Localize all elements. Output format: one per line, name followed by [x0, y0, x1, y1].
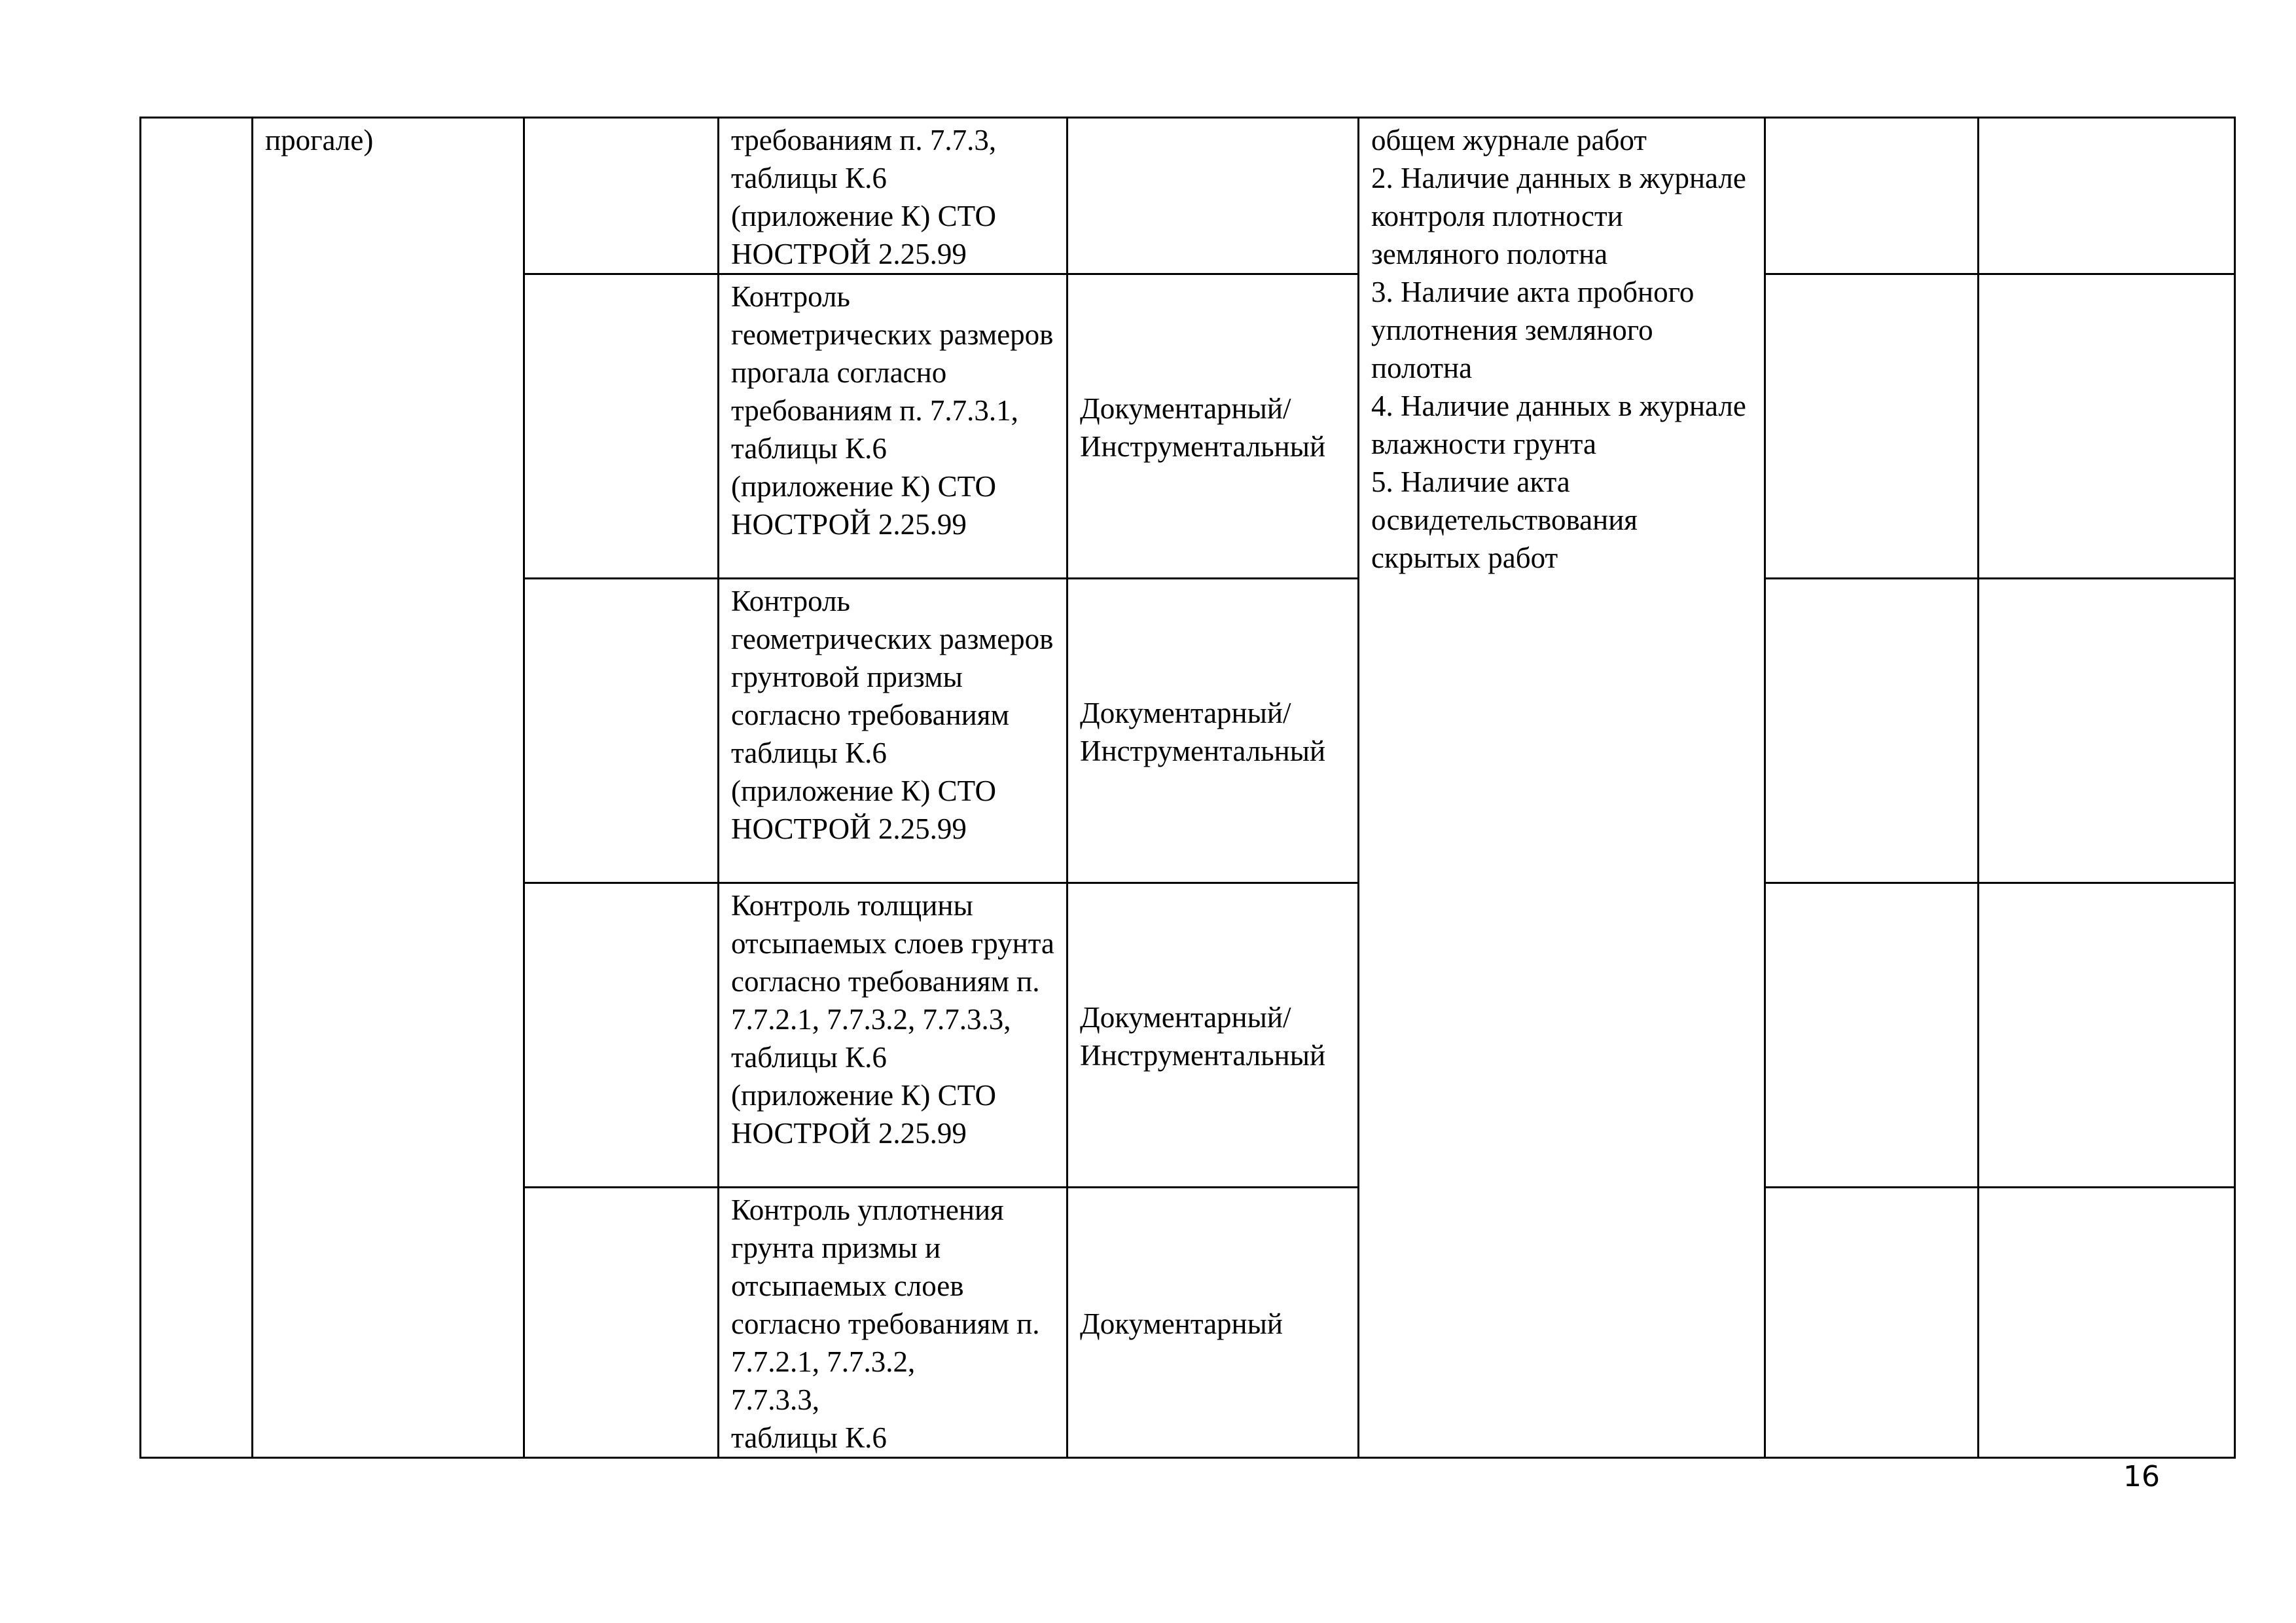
- table-cell: [1979, 118, 2235, 274]
- table-cell: [524, 274, 719, 579]
- table-cell: [1979, 883, 2235, 1188]
- table-cell: [1765, 883, 1979, 1188]
- method-cell: [1067, 883, 1359, 1188]
- method-cell: [1067, 1188, 1359, 1458]
- method-text: Документарный/ Инструментальный: [1080, 1001, 1326, 1072]
- method-text: Документарный/ Инструментальный: [1080, 392, 1326, 463]
- table-row: [141, 118, 2235, 274]
- requirement-text: Контроль уплотнения грунта призмы и отсыпаемых слоев согласно требованиям п. 7.7.2.1, 7.7.3.2, 7.7.3.3, таблицы К.6: [731, 1194, 1040, 1454]
- requirement-text: Контроль толщины отсыпаемых слоев грунта согласно требованиям п. 7.7.2.1, 7.7.3.2, 7.7.3.3, таблицы К.6 (приложение К) СТО НОСТРОЙ 2.25.99: [731, 889, 1054, 1150]
- table-cell: [1979, 1188, 2235, 1458]
- table-cell: [524, 579, 719, 883]
- method-cell: [1067, 274, 1359, 579]
- method-cell: [1067, 579, 1359, 883]
- documents-cell: [1359, 118, 1765, 1458]
- requirement-cell: [719, 883, 1067, 1188]
- table-cell: [1765, 579, 1979, 883]
- table-cell: [1765, 274, 1979, 579]
- requirement-cell: [719, 579, 1067, 883]
- table-cell: [524, 1188, 719, 1458]
- page-number: 16: [2123, 1460, 2160, 1493]
- inspection-table: [139, 117, 2236, 1459]
- requirement-text: Контроль геометрических размеров грунтовой призмы согласно требованиям таблицы К.6 (приложение К) СТО НОСТРОЙ 2.25.99: [731, 585, 1054, 845]
- work-stage-text: прогале): [265, 124, 374, 156]
- table-cell: [524, 883, 719, 1188]
- requirement-cell: [719, 1188, 1067, 1458]
- method-text: Документарный/ Инструментальный: [1080, 697, 1326, 767]
- requirement-cell: [719, 118, 1067, 274]
- requirement-text: Контроль геометрических размеров прогала согласно требованиям п. 7.7.3.1, таблицы К.6 (приложение К) СТО НОСТРОЙ 2.25.99: [731, 280, 1054, 541]
- table-cell: [1979, 579, 2235, 883]
- table-cell: [1979, 274, 2235, 579]
- number-cell: [141, 118, 253, 1458]
- requirement-text: требованиям п. 7.7.3, таблицы К.6 (приложение К) СТО НОСТРОЙ 2.25.99: [731, 124, 997, 270]
- documents-text: общем журнале работ 2. Наличие данных в журнале контроля плотности земляного полотна 3. Наличие акта пробного уплотнения земляного полотна 4. Наличие данных в журнале влажности грунта 5. Наличие акта освидетельствования скрытых работ: [1371, 124, 1746, 574]
- method-cell: [1067, 118, 1359, 274]
- requirement-cell: [719, 274, 1067, 579]
- table-cell: [1765, 1188, 1979, 1458]
- work-stage-cell: [253, 118, 524, 1458]
- table-cell: [524, 118, 719, 274]
- method-text: Документарный: [1080, 1307, 1283, 1340]
- table-cell: [1765, 118, 1979, 274]
